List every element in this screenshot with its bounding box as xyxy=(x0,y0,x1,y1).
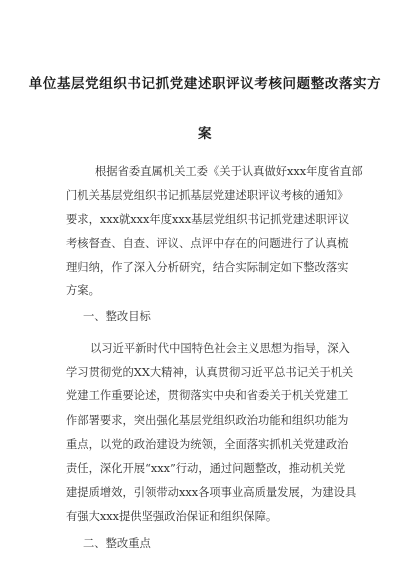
goal-paragraph-line: 责任，深化开展“xxx”行动，通过问题整改，推动机关党 xyxy=(66,462,346,475)
document-title-line-1: 单位基层党组织书记抓党建述职评议考核问题整改落实方 xyxy=(28,76,382,92)
intro-paragraph-line: 考核督查、自查、评议、点评中存在的问题进行了认真梳 xyxy=(66,237,349,250)
goal-paragraph-line: 作部署要求，突出强化基层党组织政治功能和组织功能为 xyxy=(66,414,349,427)
goal-paragraph-line: 党建工作重要论述，贯彻落实中央和省委关于机关党建工 xyxy=(66,389,349,402)
intro-paragraph-line: 根据省委直属机关工委《关于认真做好xxx年度省直部 xyxy=(95,165,363,178)
intro-paragraph-line: 方案。 xyxy=(66,284,100,297)
section-heading-1-line: 一、整改目标 xyxy=(83,310,151,323)
goal-paragraph-line: 建提质增效，引领带动xxx各项事业高质量发展，为建设具 xyxy=(66,486,357,499)
intro-paragraph-line: 理归纳，作了深入分析研究，结合实际制定如下整改落实 xyxy=(66,261,349,274)
goal-paragraph-line: 有强大xxx提供坚强政治保证和组织保障。 xyxy=(66,510,278,523)
goal-paragraph-line: 学习贯彻党的XX大精神，认真贯彻习近平总书记关于机关 xyxy=(66,366,354,379)
goal-paragraph-line: 重点，以党的政治建设为统领，全面落实抓机关党建政治 xyxy=(66,438,349,451)
goal-paragraph-line: 以习近平新时代中国特色社会主义思想为指导，深入 xyxy=(90,342,350,355)
document-title-line-2: 案 xyxy=(197,126,213,142)
section-heading-2-line: 二、整改重点 xyxy=(83,537,151,550)
intro-paragraph-line: 门机关基层党组织书记抓基层党建述职评议考核的通知》 xyxy=(66,189,349,202)
intro-paragraph-line: 要求，xxx就xxx年度xxx基层党组织书记抓党建述职评议 xyxy=(66,213,350,226)
